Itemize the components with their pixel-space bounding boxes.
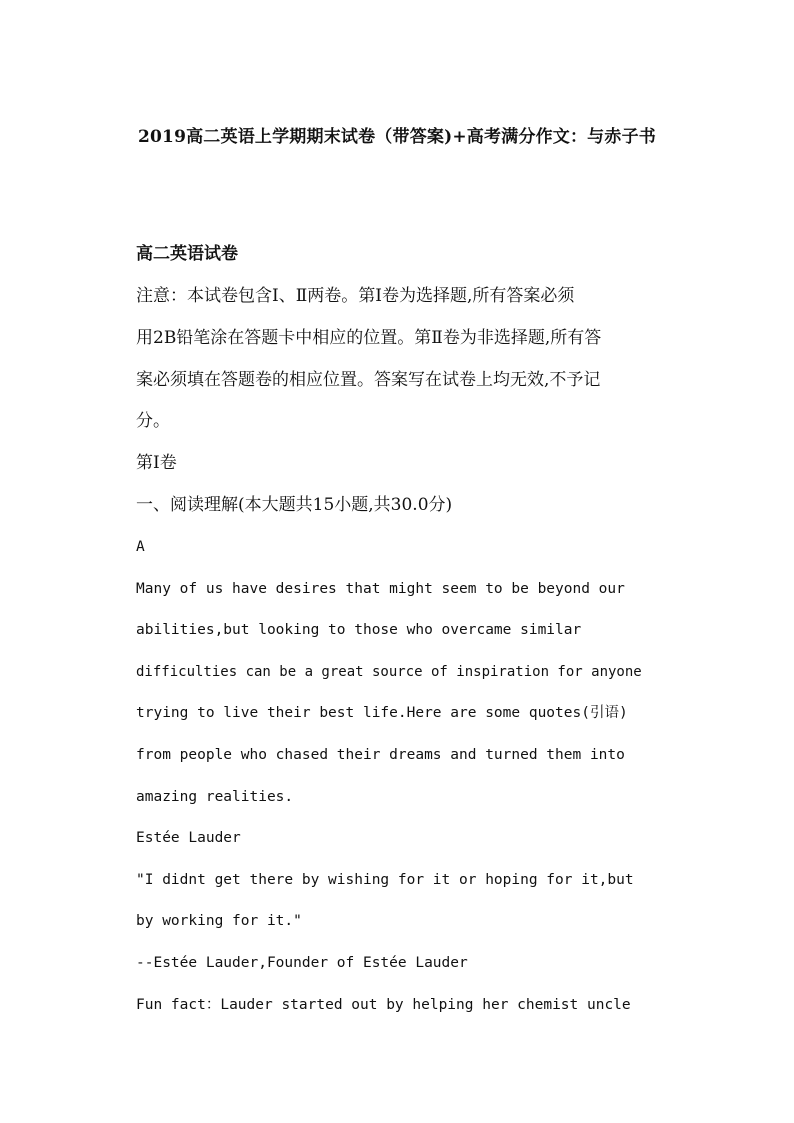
quote-attribution: --Estée Lauder,Founder of Estée Lauder xyxy=(136,955,468,971)
notice-line-4: 分。 xyxy=(136,411,170,431)
document-title: 2019高二英语上学期期末试卷（带答案)+高考满分作文：与赤子书 xyxy=(137,127,656,147)
passage-line-5: from people who chased their dreams and turned them into xyxy=(136,747,625,763)
quote-line-1: "I didnt get there by wishing for it or hoping for it,but xyxy=(136,872,634,888)
quote-line-2: by working for it." xyxy=(136,913,302,929)
section-heading: 高二英语试卷 xyxy=(136,244,238,264)
passage-line-3: difficulties can be a great source of inspiration for anyone xyxy=(136,664,642,680)
passage-label: A xyxy=(136,539,145,555)
notice-line-1: 注意：本试卷包含Ⅰ、Ⅱ两卷。第Ⅰ卷为选择题,所有答案必须 xyxy=(136,286,575,306)
quote-author-heading: Estée Lauder xyxy=(136,830,241,846)
passage-line-2: abilities,but looking to those who overcame similar xyxy=(136,622,582,638)
volume-heading: 第Ⅰ卷 xyxy=(136,453,177,473)
fun-fact-line: Fun fact：Lauder started out by helping her chemist uncle xyxy=(136,997,631,1013)
passage-line-1: Many of us have desires that might seem to be beyond our xyxy=(136,581,625,597)
notice-line-2: 用2B铅笔涂在答题卡中相应的位置。第Ⅱ卷为非选择题,所有答 xyxy=(136,328,602,348)
notice-line-3: 案必须填在答题卷的相应位置。答案写在试卷上均无效,不予记 xyxy=(136,370,601,390)
passage-line-6: amazing realities. xyxy=(136,789,294,805)
passage-line-4: trying to live their best life.Here are some quotes(引语) xyxy=(136,705,628,721)
part-heading: 一、阅读理解(本大题共15小题,共30.0分) xyxy=(136,495,453,515)
